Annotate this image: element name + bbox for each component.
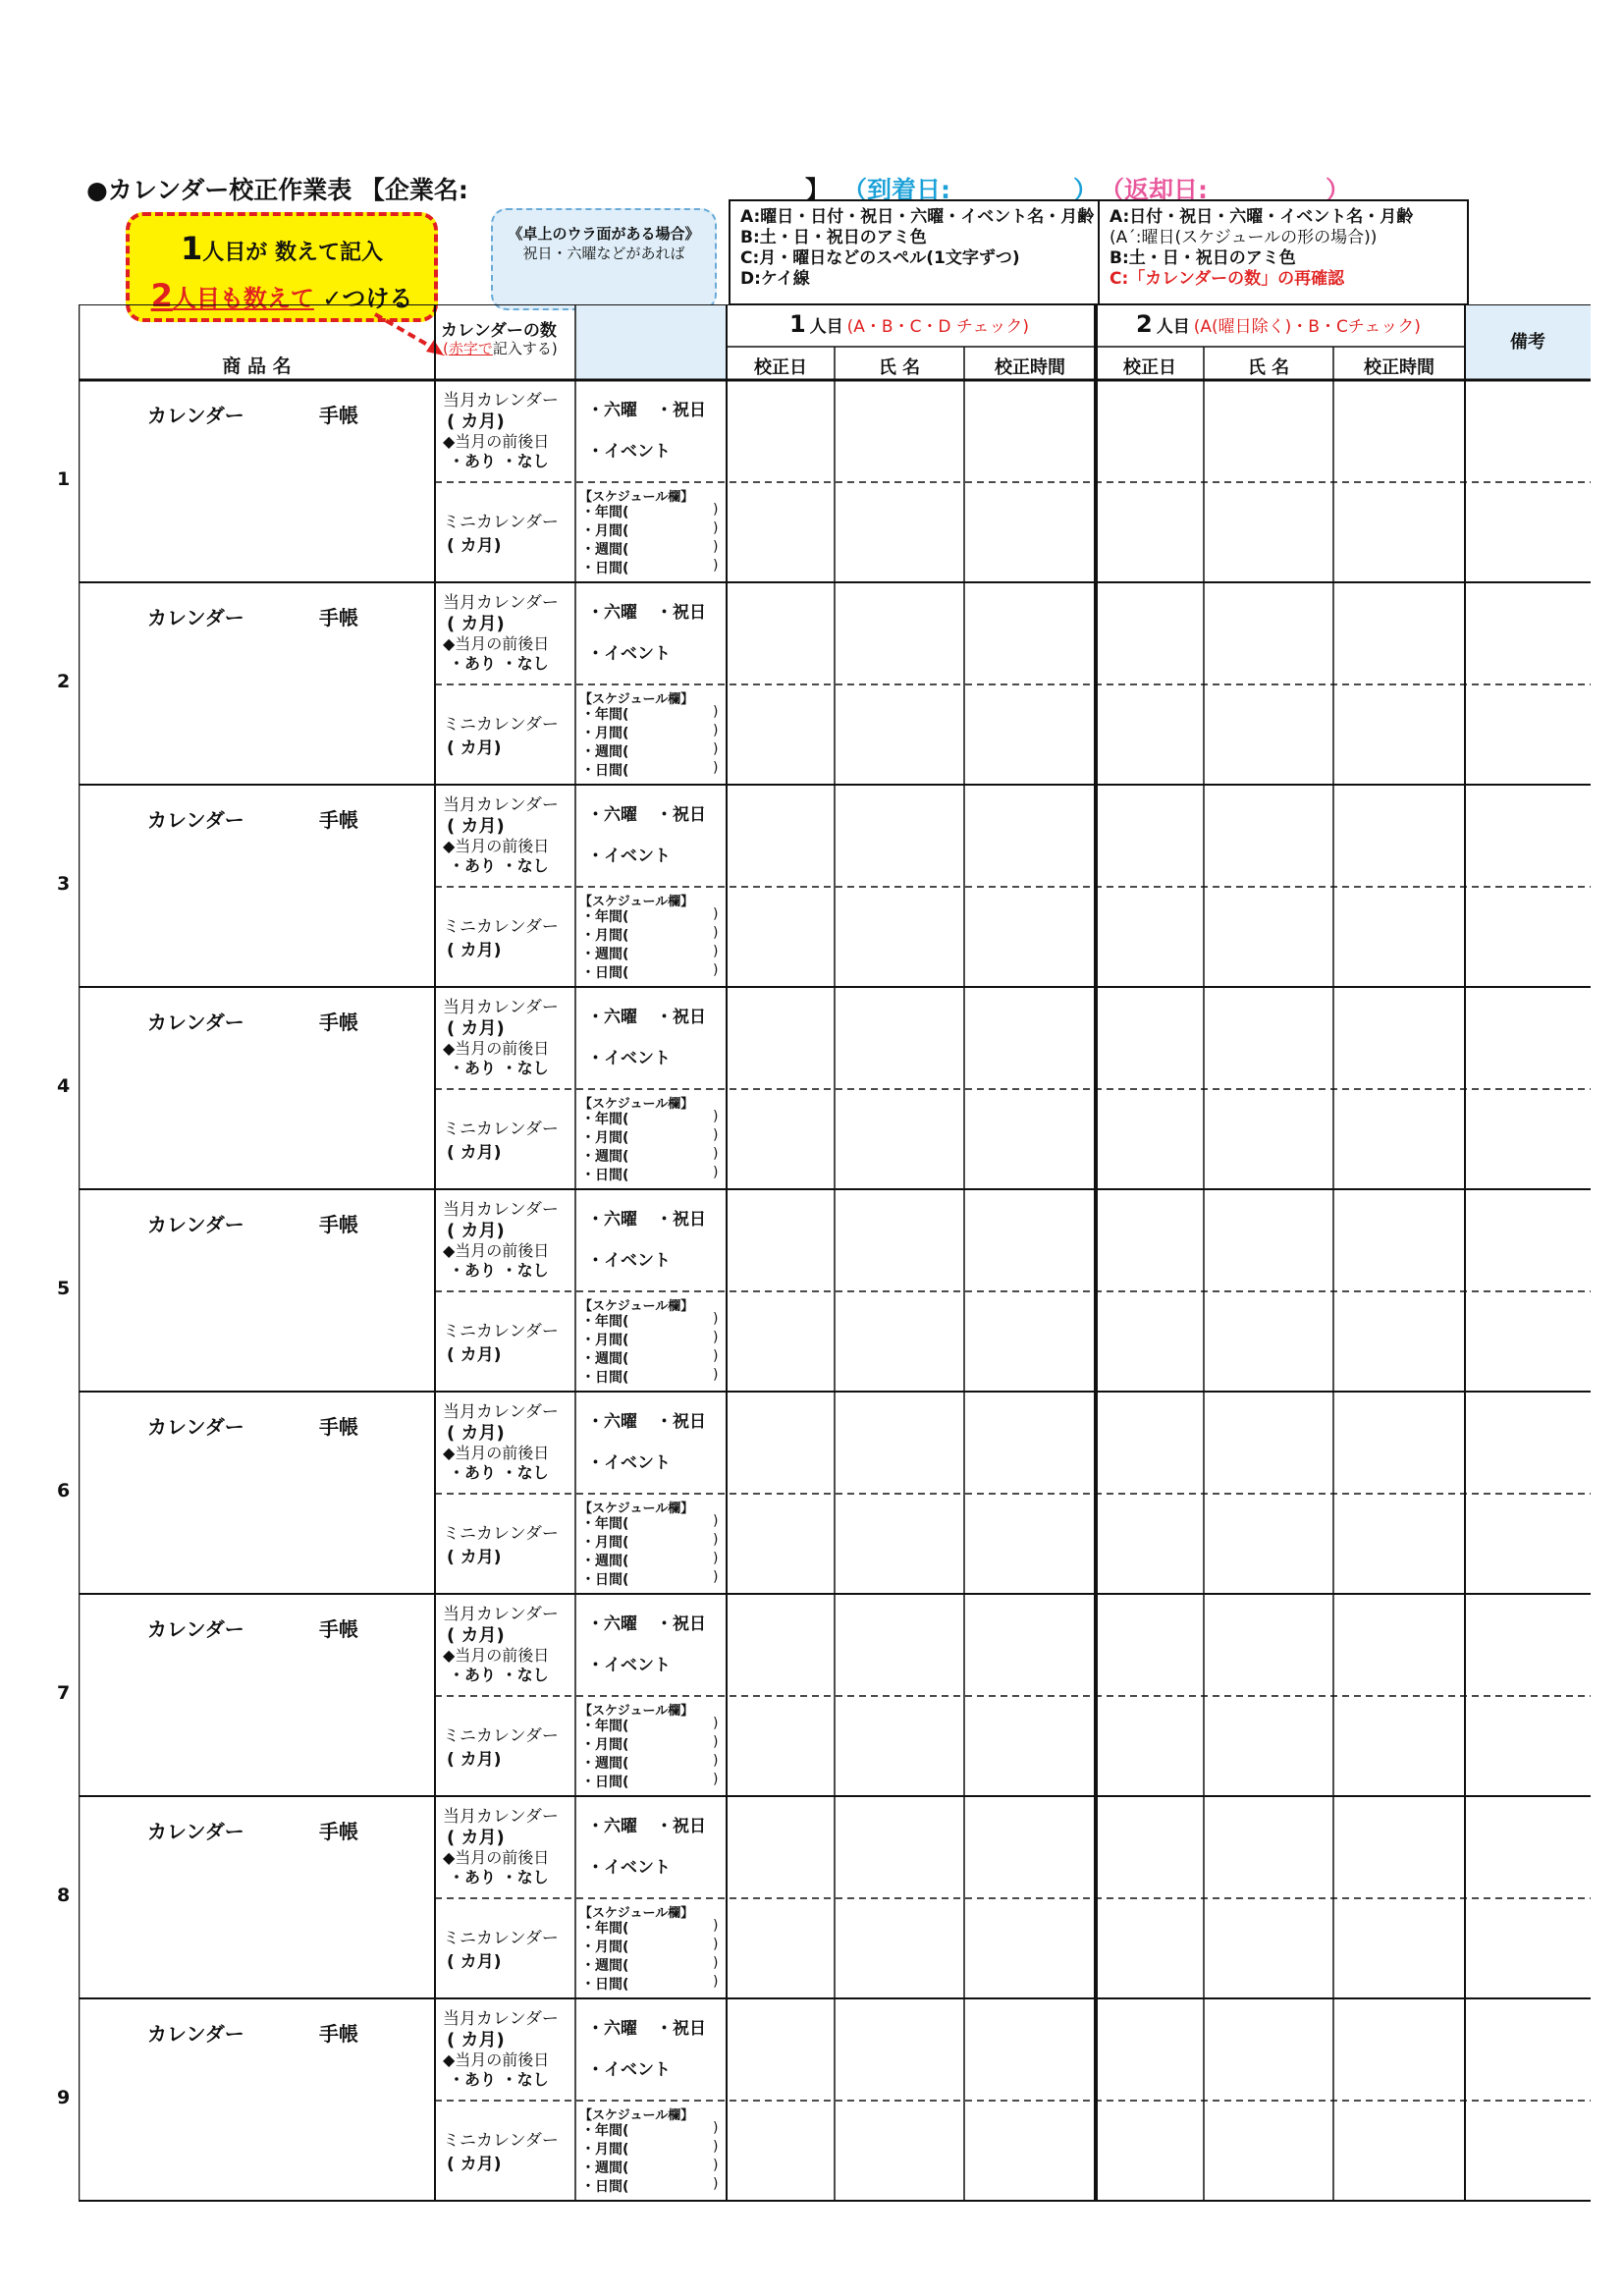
criteria2-a: A:日付・祝日・六曜・イベント名・月齢	[1110, 207, 1414, 227]
row-schedule-item: ・日間(	[581, 1168, 629, 1183]
row-mini-calendar: ミニカレンダー	[443, 1929, 559, 1948]
row-schedule-item: ・月間(	[581, 523, 629, 539]
row-schedule-close: )	[713, 704, 719, 720]
row-months: ( カ月)	[447, 614, 505, 634]
criteria1-d: D:ケイ線	[740, 269, 810, 289]
row-event: ・イベント	[587, 1656, 671, 1675]
row-schedule-close: )	[713, 944, 719, 959]
row-current-month: 当月カレンダー	[443, 1807, 559, 1827]
row-schedule-close: )	[713, 1772, 719, 1787]
criteria2-b: B:土・日・祝日のアミ色	[1110, 248, 1296, 268]
row-planner-label: 手帳	[319, 808, 358, 832]
row-schedule-close: )	[713, 1513, 719, 1529]
row-number: 1	[57, 468, 71, 490]
row-current-month: 当月カレンダー	[443, 2009, 559, 2029]
row-mini-calendar: ミニカレンダー	[443, 2131, 559, 2151]
proof-table	[57, 304, 1591, 2208]
row-yes-no: ・あり ・なし	[449, 452, 549, 470]
row-schedule-label: 【スケジュール欄】	[579, 1299, 694, 1314]
row-calendar-label: カレンダー	[147, 808, 244, 832]
row-schedule-close: )	[713, 1918, 719, 1934]
row-calendar-label: カレンダー	[147, 1213, 244, 1236]
row-rokuyo: ・六曜	[587, 1614, 637, 1634]
row-schedule-item: ・週間(	[581, 542, 629, 558]
row-schedule-close: )	[713, 1955, 719, 1971]
row-schedule-close: )	[713, 520, 719, 536]
row-rokuyo: ・六曜	[587, 1008, 637, 1027]
row-event: ・イベント	[587, 644, 671, 664]
row-schedule-close: )	[713, 1311, 719, 1327]
row-schedule-label: 【スケジュール欄】	[579, 1097, 694, 1112]
row-planner-label: 手帳	[319, 404, 358, 427]
row-mini-months: ( カ月)	[447, 1548, 502, 1567]
row-yes-no: ・あり ・なし	[449, 1059, 549, 1077]
header-person1-label: 人目	[809, 317, 843, 337]
row-schedule-close: )	[713, 2158, 719, 2173]
row-mini-months: ( カ月)	[447, 941, 502, 960]
row-months: ( カ月)	[447, 2030, 505, 2050]
row-schedule-item: ・週間(	[581, 1554, 629, 1569]
row-schedule-item: ・週間(	[581, 2160, 629, 2176]
row-schedule-close: )	[713, 1127, 719, 1143]
row-schedule-close: )	[713, 1330, 719, 1345]
row-planner-label: 手帳	[319, 1213, 358, 1236]
header-cal-count: カレンダーの数	[441, 321, 557, 341]
row-number: 9	[57, 2087, 71, 2108]
row-before-after: ◆当月の前後日	[443, 1646, 550, 1665]
row-schedule-close: )	[713, 1532, 719, 1548]
row-schedule-item: ・年間(	[581, 909, 629, 925]
row-schedule-item: ・月間(	[581, 1940, 629, 1955]
row-schedule-item: ・月間(	[581, 1535, 629, 1551]
row-before-after: ◆当月の前後日	[443, 1241, 550, 1260]
row-schedule-item: ・週間(	[581, 1756, 629, 1772]
row-schedule-item: ・年間(	[581, 1112, 629, 1127]
row-holiday: ・祝日	[656, 1614, 706, 1634]
row-mini-calendar: ミニカレンダー	[443, 1726, 559, 1746]
row-number: 2	[57, 671, 71, 692]
callout-num-2: 2	[150, 277, 173, 314]
row-event: ・イベント	[587, 1453, 671, 1473]
row-rokuyo: ・六曜	[587, 805, 637, 825]
return-date-close: ）	[1326, 176, 1351, 204]
row-schedule-item: ・週間(	[581, 1149, 629, 1165]
row-schedule-item: ・月間(	[581, 928, 629, 944]
criteria1-b: B:土・日・祝日のアミ色	[740, 228, 927, 247]
row-planner-label: 手帳	[319, 1617, 358, 1641]
row-calendar-label: カレンダー	[147, 1011, 244, 1034]
row-schedule-item: ・年間(	[581, 1921, 629, 1937]
row-schedule-close: )	[713, 1974, 719, 1990]
row-number: 4	[57, 1075, 71, 1097]
row-holiday: ・祝日	[656, 805, 706, 825]
row-schedule-item: ・月間(	[581, 1130, 629, 1146]
return-date-label: （返却日:	[1100, 176, 1208, 204]
row-yes-no: ・あり ・なし	[449, 1666, 549, 1684]
row-schedule-close: )	[713, 1348, 719, 1364]
header-person2	[1096, 310, 1465, 338]
criteria-box-person1	[729, 199, 1100, 305]
row-planner-label: 手帳	[319, 1011, 358, 1034]
row-yes-no: ・あり ・なし	[449, 654, 549, 673]
row-months: ( カ月)	[447, 1828, 505, 1848]
row-calendar-label: カレンダー	[147, 606, 244, 629]
row-schedule-item: ・週間(	[581, 947, 629, 962]
row-rokuyo: ・六曜	[587, 1210, 637, 1230]
row-schedule-item: ・日間(	[581, 1572, 629, 1588]
header-product-name: 商 品 名	[222, 355, 292, 377]
row-current-month: 当月カレンダー	[443, 795, 559, 815]
row-yes-no: ・あり ・なし	[449, 1868, 549, 1886]
row-mini-calendar: ミニカレンダー	[443, 715, 559, 735]
criteria2-c: C:「カレンダーの数」の再確認	[1110, 269, 1345, 289]
row-schedule-item: ・年間(	[581, 1719, 629, 1734]
row-before-after: ◆当月の前後日	[443, 1039, 550, 1058]
row-mini-months: ( カ月)	[447, 2155, 502, 2174]
row-rokuyo: ・六曜	[587, 603, 637, 623]
header-person2-label: 人目	[1156, 317, 1190, 337]
row-event: ・イベント	[587, 1251, 671, 1271]
row-holiday: ・祝日	[656, 1008, 706, 1027]
row-mini-months: ( カ月)	[447, 536, 502, 556]
callout-text-1: 人目が 数えて記入	[202, 241, 383, 265]
row-before-after: ◆当月の前後日	[443, 837, 550, 855]
row-mini-calendar: ミニカレンダー	[443, 1524, 559, 1544]
row-schedule-item: ・日間(	[581, 763, 629, 779]
row-schedule-item: ・年間(	[581, 1516, 629, 1532]
row-months: ( カ月)	[447, 1221, 505, 1241]
criteria2-a-prime: (A´:曜日(スケジュールの形の場合))	[1110, 228, 1378, 247]
row-schedule-close: )	[713, 1753, 719, 1769]
row-schedule-label: 【スケジュール欄】	[579, 692, 694, 707]
row-current-month: 当月カレンダー	[443, 1402, 559, 1422]
row-schedule-close: )	[713, 1551, 719, 1566]
callout-check: ✓つける	[322, 285, 413, 312]
row-schedule-label: 【スケジュール欄】	[579, 1502, 694, 1516]
row-mini-calendar: ミニカレンダー	[443, 1322, 559, 1341]
row-schedule-close: )	[713, 1165, 719, 1180]
row-schedule-item: ・年間(	[581, 505, 629, 520]
row-calendar-label: カレンダー	[147, 404, 244, 427]
row-calendar-label: カレンダー	[147, 1617, 244, 1641]
row-holiday: ・祝日	[656, 1412, 706, 1432]
row-before-after: ◆当月の前後日	[443, 1444, 550, 1462]
row-number: 3	[57, 873, 71, 895]
row-schedule-item: ・年間(	[581, 1314, 629, 1330]
row-planner-label: 手帳	[319, 606, 358, 629]
row-number: 5	[57, 1278, 71, 1299]
row-months: ( カ月)	[447, 411, 505, 432]
row-schedule-close: )	[713, 741, 719, 757]
row-schedule-item: ・日間(	[581, 965, 629, 981]
row-schedule-label: 【スケジュール欄】	[579, 895, 694, 909]
row-event: ・イベント	[587, 442, 671, 462]
row-schedule-close: )	[713, 1734, 719, 1750]
row-schedule-item: ・週間(	[581, 744, 629, 760]
row-mini-months: ( カ月)	[447, 738, 502, 758]
row-mini-calendar: ミニカレンダー	[443, 1120, 559, 1139]
header-time-2: 校正時間	[1364, 357, 1435, 378]
row-event: ・イベント	[587, 1858, 671, 1878]
arrival-date-close: ）	[1073, 176, 1099, 204]
row-before-after: ◆当月の前後日	[443, 2050, 550, 2069]
criteria1-a: A:曜日・日付・祝日・六曜・イベント名・月齢	[740, 207, 1095, 227]
row-planner-label: 手帳	[319, 1820, 358, 1843]
row-before-after: ◆当月の前後日	[443, 432, 550, 451]
page-title: ●カレンダー校正作業表 【企業名:	[86, 176, 468, 204]
row-months: ( カ月)	[447, 1625, 505, 1646]
row-months: ( カ月)	[447, 1018, 505, 1039]
row-mini-calendar: ミニカレンダー	[443, 513, 559, 532]
row-rokuyo: ・六曜	[587, 401, 637, 420]
row-rokuyo: ・六曜	[587, 2019, 637, 2039]
row-schedule-close: )	[713, 1937, 719, 1952]
row-schedule-close: )	[713, 925, 719, 941]
row-current-month: 当月カレンダー	[443, 998, 559, 1017]
row-number: 7	[57, 1682, 71, 1704]
row-yes-no: ・あり ・なし	[449, 1463, 549, 1482]
desk-callout-title: 《卓上のウラ面がある場合》	[508, 225, 700, 243]
header-person1	[727, 310, 1096, 338]
row-holiday: ・祝日	[656, 1210, 706, 1230]
row-schedule-item: ・年間(	[581, 707, 629, 723]
row-schedule-item: ・週間(	[581, 1351, 629, 1367]
row-schedule-item: ・日間(	[581, 1775, 629, 1790]
row-rokuyo: ・六曜	[587, 1817, 637, 1836]
row-schedule-close: )	[713, 723, 719, 738]
row-mini-months: ( カ月)	[447, 1345, 502, 1365]
row-months: ( カ月)	[447, 816, 505, 837]
row-schedule-item: ・日間(	[581, 1370, 629, 1386]
row-number: 6	[57, 1480, 71, 1502]
row-calendar-label: カレンダー	[147, 2022, 244, 2046]
row-mini-months: ( カ月)	[447, 1750, 502, 1770]
row-schedule-close: )	[713, 558, 719, 574]
row-current-month: 当月カレンダー	[443, 1200, 559, 1220]
header-cal-count-rest: 記入する)	[492, 340, 558, 357]
row-yes-no: ・あり ・なし	[449, 1261, 549, 1280]
row-before-after: ◆当月の前後日	[443, 1848, 550, 1867]
row-schedule-label: 【スケジュール欄】	[579, 2108, 694, 2123]
row-schedule-item: ・週間(	[581, 1958, 629, 1974]
row-schedule-close: )	[713, 2176, 719, 2192]
row-yes-no: ・あり ・なし	[449, 856, 549, 875]
row-current-month: 当月カレンダー	[443, 593, 559, 613]
table-cells	[57, 304, 1591, 2208]
row-event: ・イベント	[587, 2060, 671, 2080]
row-holiday: ・祝日	[656, 2019, 706, 2039]
header-person2-check: (A(曜日除く)・B・Cチェック)	[1193, 317, 1421, 337]
header-person2-num: 2	[1136, 310, 1153, 338]
row-schedule-item: ・日間(	[581, 1977, 629, 1993]
row-schedule-item: ・月間(	[581, 2142, 629, 2158]
row-schedule-item: ・月間(	[581, 1737, 629, 1753]
row-current-month: 当月カレンダー	[443, 391, 559, 410]
row-schedule-close: )	[713, 1146, 719, 1162]
row-yes-no: ・あり ・なし	[449, 2070, 549, 2089]
header-person1-num: 1	[788, 310, 806, 338]
row-schedule-close: )	[713, 2139, 719, 2155]
row-mini-calendar: ミニカレンダー	[443, 917, 559, 937]
row-holiday: ・祝日	[656, 603, 706, 623]
row-mini-months: ( カ月)	[447, 1952, 502, 1972]
row-schedule-close: )	[713, 962, 719, 978]
row-number: 8	[57, 1885, 71, 1906]
header-name-2: 氏 名	[1247, 357, 1290, 378]
row-schedule-close: )	[713, 2120, 719, 2136]
arrival-date-label: （到着日:	[842, 176, 950, 204]
callout-num-1: 1	[181, 230, 203, 267]
row-schedule-close: )	[713, 906, 719, 922]
row-schedule-label: 【スケジュール欄】	[579, 490, 694, 505]
header-cal-count-note	[443, 338, 558, 358]
desk-callout-sub: 祝日・六曜などがあれば	[522, 245, 685, 262]
row-mini-months: ( カ月)	[447, 1143, 502, 1163]
row-holiday: ・祝日	[656, 1817, 706, 1836]
row-current-month: 当月カレンダー	[443, 1605, 559, 1624]
criteria1-c: C:月・曜日などのスペル(1文字ずつ)	[740, 248, 1020, 268]
desk-back-callout	[491, 208, 717, 310]
row-schedule-close: )	[713, 502, 719, 518]
row-schedule-item: ・日間(	[581, 561, 629, 576]
row-planner-label: 手帳	[319, 1415, 358, 1439]
header-cal-count-red: (赤字で	[443, 340, 493, 357]
row-schedule-close: )	[713, 1109, 719, 1124]
row-schedule-close: )	[713, 1367, 719, 1383]
row-event: ・イベント	[587, 1049, 671, 1068]
row-calendar-label: カレンダー	[147, 1415, 244, 1439]
header-date-1: 校正日	[754, 357, 807, 378]
row-schedule-item: ・月間(	[581, 726, 629, 741]
row-before-after: ◆当月の前後日	[443, 634, 550, 653]
company-bracket-close: 】	[805, 176, 831, 204]
row-schedule-item: ・日間(	[581, 2179, 629, 2195]
row-schedule-close: )	[713, 760, 719, 776]
header-date-2: 校正日	[1123, 357, 1176, 378]
row-schedule-close: )	[713, 1716, 719, 1731]
row-schedule-label: 【スケジュール欄】	[579, 1906, 694, 1921]
row-event: ・イベント	[587, 847, 671, 866]
header-person1-check: (A・B・C・D チェック)	[846, 317, 1030, 337]
row-schedule-label: 【スケジュール欄】	[579, 1704, 694, 1719]
criteria-box-person2	[1098, 199, 1469, 305]
row-holiday: ・祝日	[656, 401, 706, 420]
row-schedule-close: )	[713, 1569, 719, 1585]
header-time-1: 校正時間	[995, 357, 1065, 378]
row-schedule-item: ・年間(	[581, 2123, 629, 2139]
header-remarks: 備考	[1510, 332, 1545, 353]
row-calendar-label: カレンダー	[147, 1820, 244, 1843]
row-months: ( カ月)	[447, 1423, 505, 1444]
row-planner-label: 手帳	[319, 2022, 358, 2046]
row-schedule-close: )	[713, 539, 719, 555]
header-name-1: 氏 名	[878, 357, 921, 378]
callout-text-2: 人目も数えて	[172, 285, 314, 312]
row-schedule-item: ・月間(	[581, 1333, 629, 1348]
row-rokuyo: ・六曜	[587, 1412, 637, 1432]
